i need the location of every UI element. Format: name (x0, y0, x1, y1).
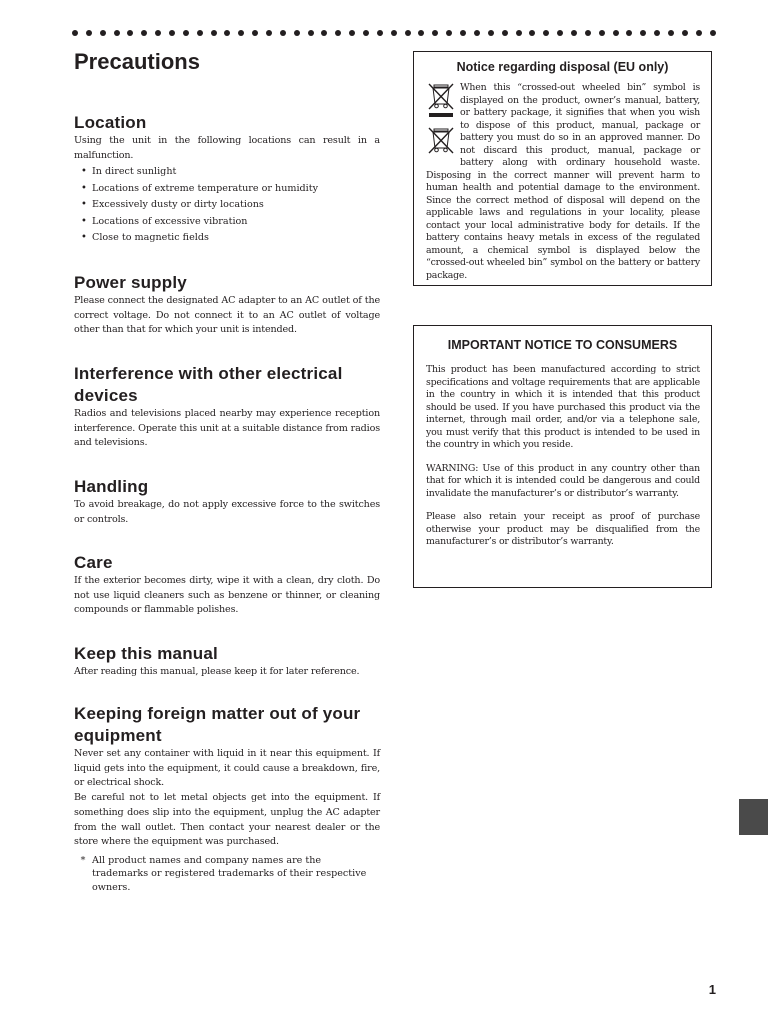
rule-dot (335, 30, 341, 36)
rule-dot (613, 30, 619, 36)
disposal-notice-box (413, 51, 712, 286)
page-number: 1 (708, 982, 716, 997)
interference-section (74, 363, 380, 451)
rule-dot (557, 30, 563, 36)
rule-dot (155, 30, 161, 36)
care-heading: Care (74, 553, 113, 572)
rule-dot (710, 30, 716, 36)
rule-dot (321, 30, 327, 36)
rule-dot (585, 30, 591, 36)
rule-dot (682, 30, 688, 36)
rule-dot (197, 30, 203, 36)
care-text: If the exterior becomes dirty, wipe it with a clean, dry cloth. Do not use liquid cleaners such as benzene or thinner, or cleaning compounds or flammable polishes. (74, 575, 380, 616)
section-thumb-tab (739, 799, 768, 835)
location-bullet: • Locations of extreme temperature or humidity (74, 181, 380, 198)
consumer-notice-title: IMPORTANT NOTICE TO CONSUMERS (447, 338, 678, 352)
keep-manual-heading: Keep this manual (74, 644, 218, 663)
rule-dot (349, 30, 355, 36)
power-text: Please connect the designated AC adapter to an AC outlet of the correct voltage. Do not connect it to an AC outlet of voltage other than that for which your unit is intended. (74, 295, 380, 336)
foreign-matter-heading: Keeping foreign matter out of your equipment (74, 704, 361, 745)
rule-dot (114, 30, 120, 36)
rule-dot (626, 30, 632, 36)
consumer-notice-warning: WARNING: Use of this product in any country other than that for which it is intended could be dangerous and could invalidate the manufacturer’s or distributor’s warranty. (426, 462, 700, 499)
rule-dot (391, 30, 397, 36)
location-bullets (74, 164, 380, 247)
rule-dot (294, 30, 300, 36)
power-heading: Power supply (74, 273, 187, 292)
rule-dot (474, 30, 480, 36)
consumer-notice-box (413, 325, 712, 588)
rule-dot (418, 30, 424, 36)
foreign-matter-text-1: Never set any container with liquid in it near this equipment. If liquid gets into the equipment, it could cause a breakdown, fire, or electrical shock. (74, 748, 380, 789)
location-heading: Location (74, 113, 147, 132)
rule-dot (405, 30, 411, 36)
interference-heading: Interference with other electrical devices (74, 364, 343, 405)
rule-dot (308, 30, 314, 36)
consumer-notice-p1: This product has been manufactured according to strict specifications and voltage requirements that are applicable in the country in which it is intended that this product should be used. If you have purchased this product via the internet, through mail order, and/or via a telephone sale, you must verify that this product is intended to be used in the country in which you reside. (426, 364, 700, 450)
location-section (74, 112, 380, 247)
crossed-out-wheeled-bin-icon (429, 84, 453, 109)
rule-dot (654, 30, 660, 36)
rule-dot (100, 30, 106, 36)
rule-dot (252, 30, 258, 36)
rule-dot (238, 30, 244, 36)
location-bullet: • Locations of excessive vibration (74, 214, 380, 231)
location-bullet: • Close to magnetic fields (74, 230, 380, 247)
rule-dot (571, 30, 577, 36)
note-asterisk: * (80, 854, 86, 866)
bin-underline-bar (429, 113, 453, 117)
rule-dot (72, 30, 78, 36)
rule-dot (640, 30, 646, 36)
keep-manual-text: After reading this manual, please keep it for later reference. (74, 666, 360, 677)
handling-section (74, 476, 380, 527)
foreign-matter-section (74, 703, 380, 894)
trademark-note-text: All product names and company names are the trademarks or registered trademarks of their respective owners. (92, 854, 367, 893)
rule-dot (668, 30, 674, 36)
page-title: Precautions (74, 49, 200, 74)
rule-dot (516, 30, 522, 36)
rule-dot (599, 30, 605, 36)
rule-dot (543, 30, 549, 36)
keep-manual-section (74, 643, 380, 680)
handling-heading: Handling (74, 477, 149, 496)
rule-dot (141, 30, 147, 36)
rule-dot (363, 30, 369, 36)
rule-dot (696, 30, 702, 36)
disposal-notice-text: When this “crossed-out wheeled bin” symbol is displayed on the product, owner’s manual, battery, or battery package, it signifies that when you wish to dispose of this product, manual, package or battery you must do so in an approved manner. Do not discard this product, manual, package or battery along with ordinary household waste. Disposing in the correct manner will prevent harm to human health and potential damage to the environment. Since the correct method of disposal will depend on the applicable laws and regulations in your locality, please contact your local administrative body for details. If the battery contains heavy metals in excess of the regulated amount, a chemical symbol is displayed below the “crossed-out wheeled bin” symbol on the battery or battery package. (426, 82, 700, 281)
rule-dot (224, 30, 230, 36)
crossed-out-wheeled-bin-icon-2 (429, 128, 453, 153)
disposal-icons (426, 82, 460, 158)
trademark-note (74, 854, 380, 895)
top-dot-rule (72, 28, 716, 38)
consumer-notice-p3: Please also retain your receipt as proof of purchase otherwise your product may be disqualified from the manufacturer’s or distributor’s warranty. (426, 511, 700, 547)
location-bullet: • Excessively dusty or dirty locations (74, 197, 380, 214)
rule-dot (502, 30, 508, 36)
rule-dot (446, 30, 452, 36)
rule-dot (280, 30, 286, 36)
rule-dot (127, 30, 133, 36)
power-section (74, 272, 380, 338)
rule-dot (211, 30, 217, 36)
disposal-notice-title: Notice regarding disposal (EU only) (456, 60, 669, 74)
crossed-out-bin-icons (426, 82, 456, 158)
location-text: Using the unit in the following locations can result in a malfunction. (74, 135, 380, 161)
rule-dot (432, 30, 438, 36)
rule-dot (183, 30, 189, 36)
handling-text: To avoid breakage, do not apply excessive force to the switches or controls. (74, 499, 380, 525)
rule-dot (86, 30, 92, 36)
rule-dot (169, 30, 175, 36)
rule-dot (529, 30, 535, 36)
rule-dot (488, 30, 494, 36)
foreign-matter-text-2: Be careful not to let metal objects get into the equipment. If something does slip into the equipment, unplug the AC adapter from the wall outlet. Then contact your nearest dealer or the store where the equipment was purchased. (74, 792, 380, 848)
interference-text: Radios and televisions placed nearby may experience reception interference. Operate this unit at a suitable distance from radios and televisions. (74, 408, 380, 449)
rule-dot (266, 30, 272, 36)
location-bullet: • In direct sunlight (74, 164, 380, 181)
rule-dot (460, 30, 466, 36)
precautions-column (74, 48, 380, 893)
care-section (74, 552, 380, 618)
rule-dot (377, 30, 383, 36)
